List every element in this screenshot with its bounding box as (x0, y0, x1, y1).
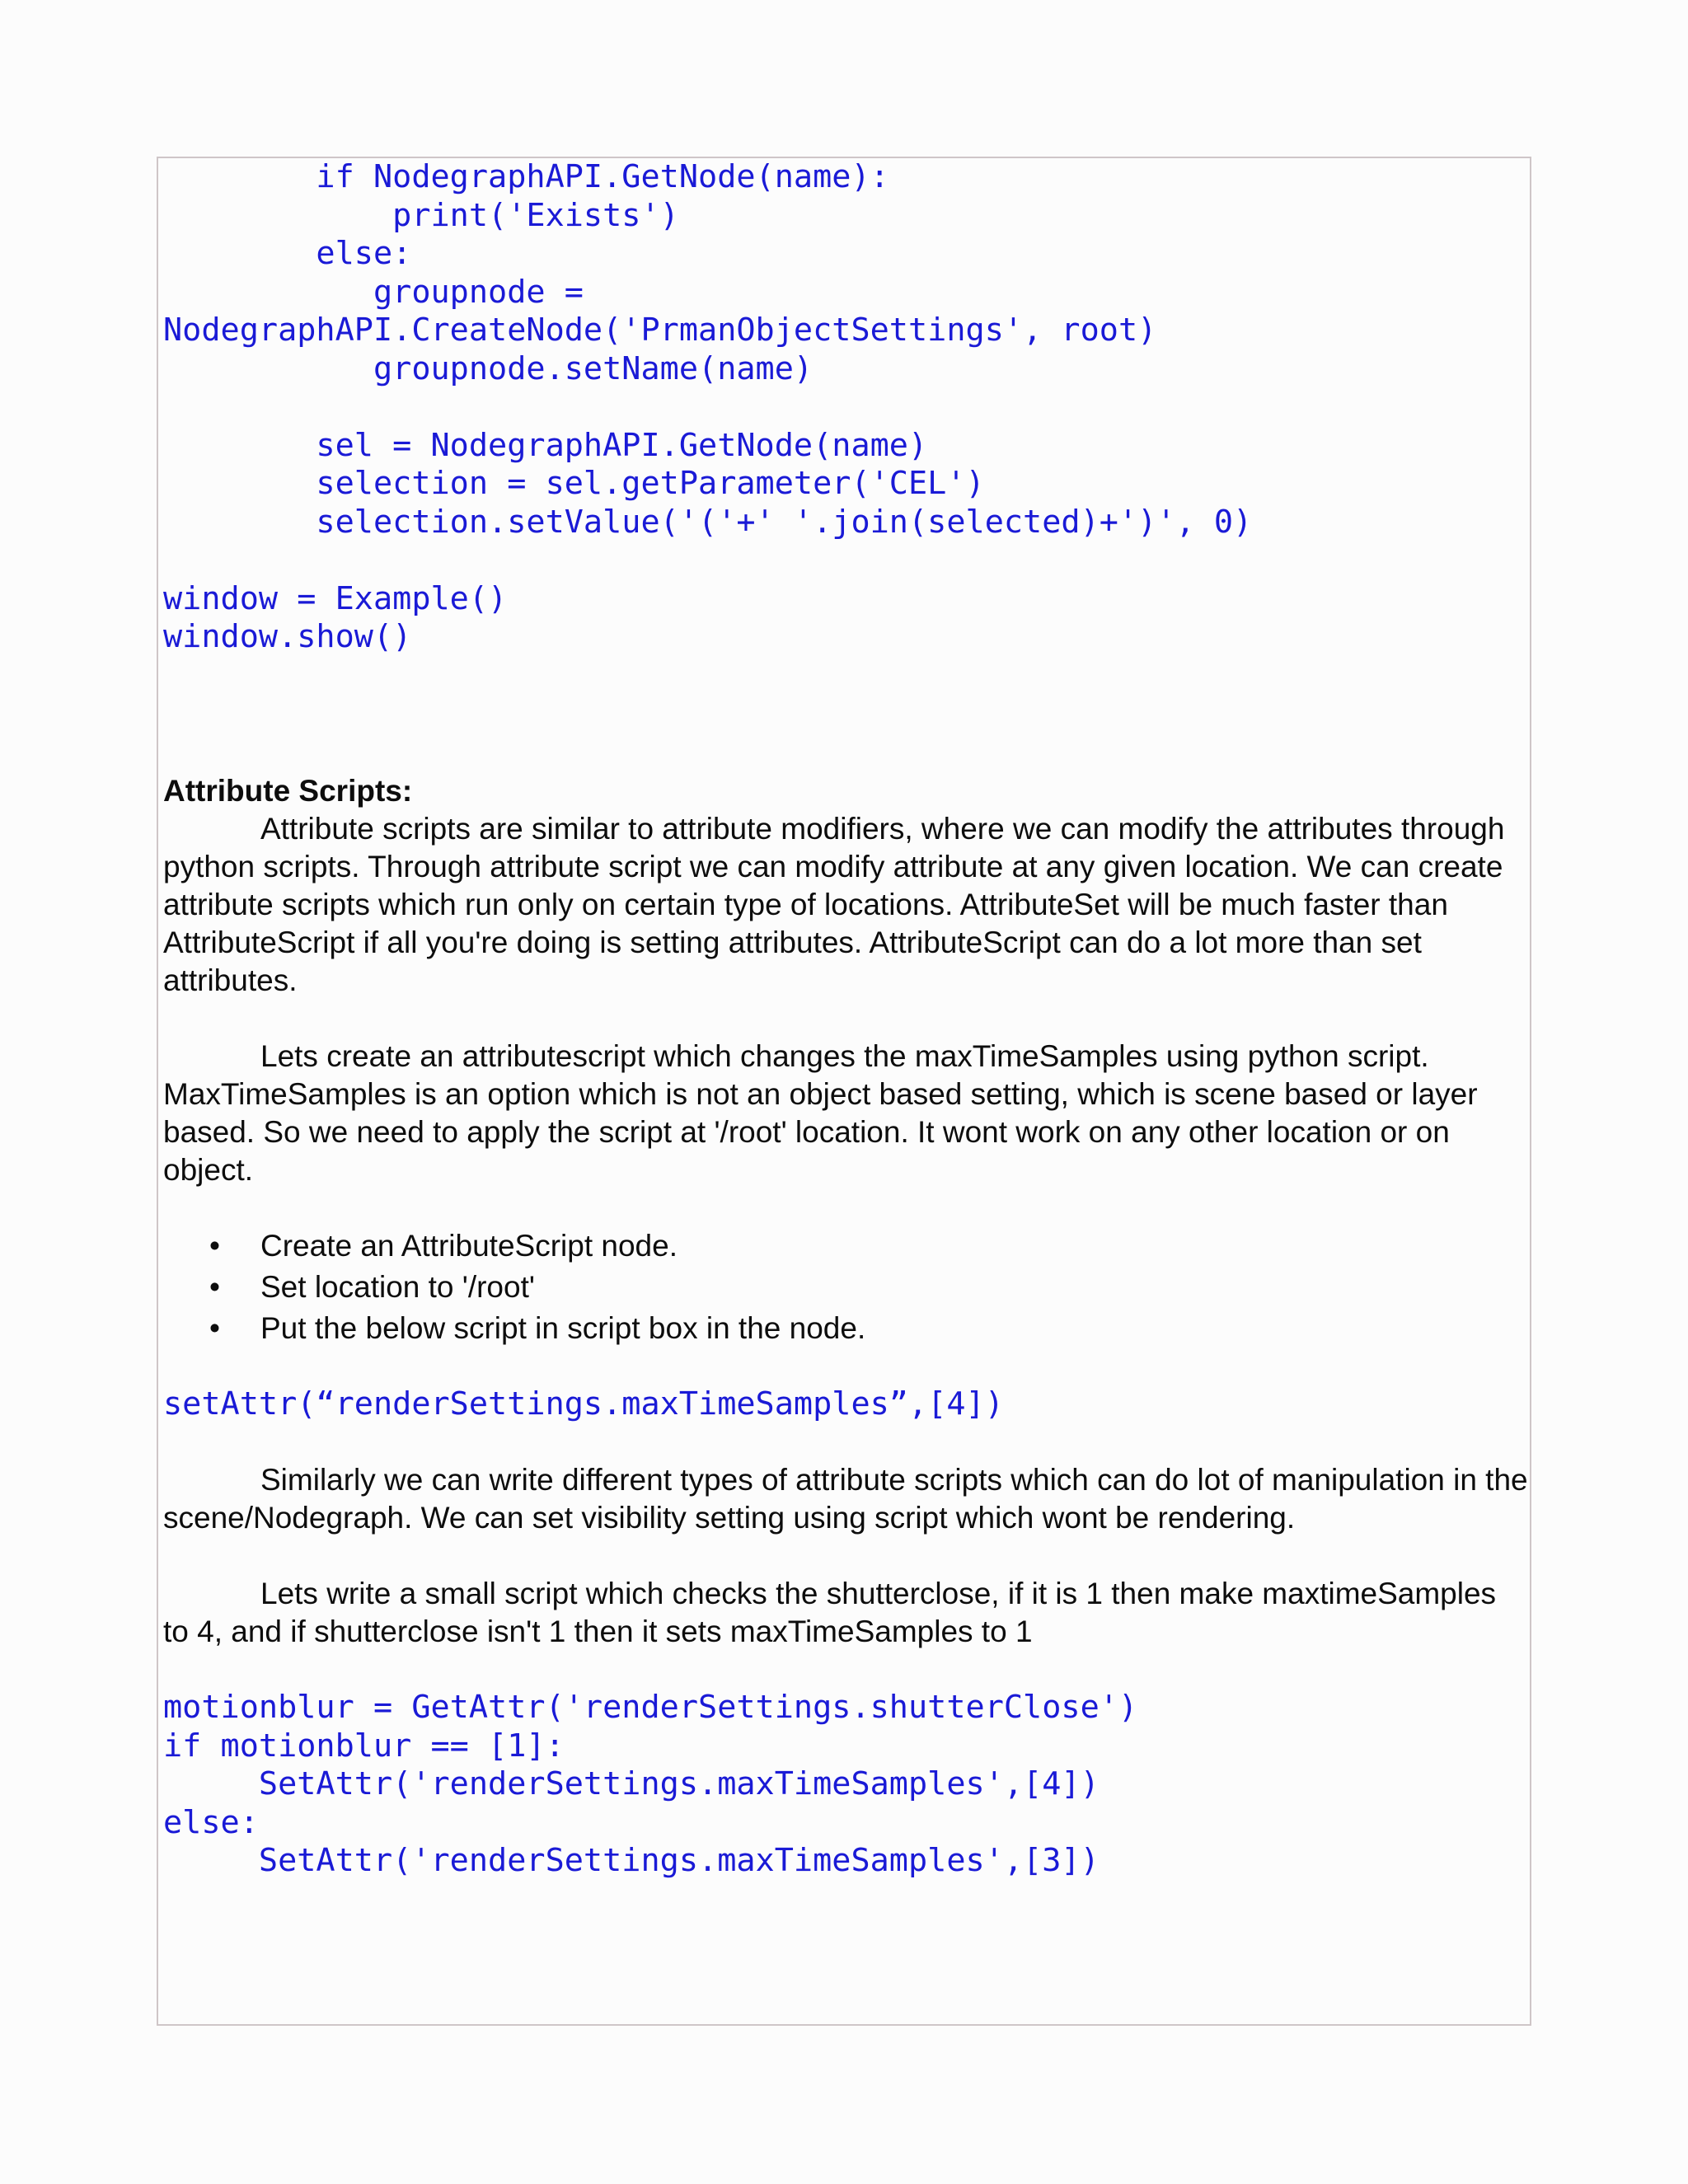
code-line: window.show() (163, 618, 412, 655)
code-line: SetAttr('renderSettings.maxTimeSamples',[3]) (163, 1842, 1100, 1879)
paragraph-shutterclose: Lets write a small script which checks the shutterclose, if it is 1 then make maxtimeSamples to 4, and if shutterclose isn't 1 then it sets maxTimeSamples to 1 (163, 1577, 1497, 1648)
document-frame (157, 157, 1531, 2026)
code-line: print('Exists') (163, 196, 679, 234)
bullet-icon: • (209, 1310, 220, 1345)
code-set-attr: setAttr(“renderSettings.maxTimeSamples”,[4]) (163, 1385, 1004, 1422)
list-item (163, 1308, 1528, 1349)
document-content (163, 158, 1528, 1881)
list-item (163, 1267, 1528, 1308)
spacer (163, 1423, 1528, 1461)
code-line: if NodegraphAPI.GetNode(name): (163, 158, 889, 195)
steps-list (163, 1226, 1528, 1349)
code-line: selection.setValue('('+' '.join(selected)+')', 0) (163, 503, 1253, 541)
spacer (163, 657, 1528, 772)
code-line: NodegraphAPI.CreateNode('PrmanObjectSettings', root) (163, 312, 1157, 349)
spacer (163, 1349, 1528, 1385)
list-item-text: Create an AttributeScript node. (260, 1228, 678, 1263)
paragraph-attribute-scripts: Attribute scripts are similar to attribute modifiers, where we can modify the attributes through python scripts. Through attribute script we can modify attribute at any given location. We can create attribute scripts which run only on certain type of locations. AttributeSet will be much faster than AttributeScript if all you're doing is setting attributes. AttributeScript can do a lot more than set attributes. (163, 811, 1505, 997)
code-line: SetAttr('renderSettings.maxTimeSamples',[4]) (163, 1765, 1100, 1802)
code-line: else: (163, 1803, 259, 1841)
code-line: groupnode.setName(name) (163, 349, 814, 387)
paragraph-similarly: Similarly we can write different types of attribute scripts which can do lot of manipulation in the scene/Nodegraph. We can set visibility setting using script which wont be rendering. (163, 1463, 1528, 1535)
spacer (163, 1000, 1528, 1038)
list-item-text: Set location to '/root' (260, 1269, 535, 1304)
code-line-blank (163, 388, 1528, 427)
code-line-blank (163, 541, 1528, 580)
code-block-top (163, 158, 1528, 657)
code-line: motionblur = GetAttr('renderSettings.shutterClose') (163, 1689, 1138, 1726)
paragraph-max-time-samples: Lets create an attributescript which changes the maxTimeSamples using python script. MaxTimeSamples is an option which is not an object based setting, which is scene based or layer based. So we need to apply the script at '/root' location. It wont work on any other location or on object. (163, 1038, 1478, 1187)
code-line: if motionblur == [1]: (163, 1727, 565, 1765)
list-item-text: Put the below script in script box in the node. (260, 1310, 866, 1345)
code-line: else: (163, 235, 412, 272)
code-block-bottom (163, 1689, 1528, 1881)
bullet-icon: • (209, 1269, 220, 1304)
code-line: window = Example() (163, 579, 508, 617)
bullet-icon: • (209, 1228, 220, 1263)
code-line: groupnode = (163, 273, 584, 311)
section-heading: Attribute Scripts: (163, 773, 413, 808)
spacer (163, 1189, 1528, 1226)
spacer (163, 1537, 1528, 1575)
code-line: selection = sel.getParameter('CEL') (163, 465, 985, 502)
spacer (163, 1651, 1528, 1689)
list-item (163, 1226, 1528, 1267)
code-line: sel = NodegraphAPI.GetNode(name) (163, 426, 928, 464)
